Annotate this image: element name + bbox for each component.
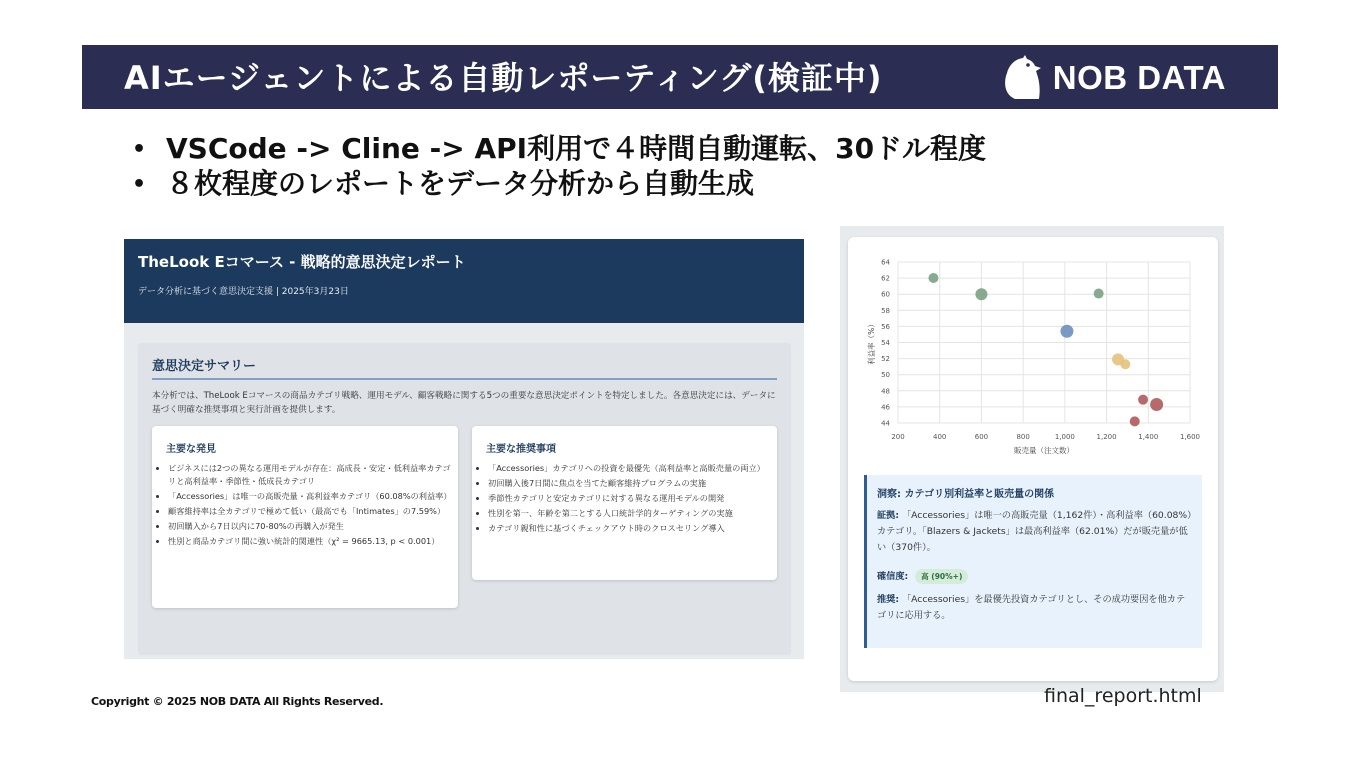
list-item: • 初回購入後7日間に焦点を当てた顧客維持プログラムの実施 — [488, 477, 773, 490]
y-tick-label: 44 — [881, 419, 890, 428]
findings-list — [158, 462, 454, 550]
findings-card — [152, 426, 458, 608]
slide-title: AIエージェントによる自動レポーティング(検証中) — [124, 59, 883, 97]
summary-title: 意思決定サマリー — [152, 359, 257, 374]
filename-caption: final_report.html — [1044, 685, 1202, 707]
list-item: • 季節性カテゴリと安定カテゴリに対する異なる運用モデルの開発 — [488, 492, 773, 505]
list-item: • ビジネスには2つの異なる運用モデルが存在：高成長・安定・低利益率カテゴリと高利益率・季節性・低成長カテゴリ — [168, 462, 454, 489]
report-screenshot — [124, 239, 804, 659]
x-tick-label: 1,400 — [1138, 433, 1159, 441]
summary-divider — [152, 378, 777, 380]
nob-data-logo — [1001, 55, 1226, 101]
list-item: • 性別と商品カテゴリ間に強い統計的関連性（χ² = 9665.13, p < 0.001） — [168, 535, 454, 548]
scatter-point — [1138, 395, 1148, 405]
insight-title: 洞察: カテゴリ別利益率と販売量の関係 — [877, 489, 1055, 500]
scatter-point — [1060, 325, 1073, 338]
x-axis-label: 販売量（注文数） — [1014, 446, 1074, 455]
y-tick-label: 62 — [881, 274, 890, 283]
findings-title: 主要な発見 — [166, 444, 216, 455]
y-tick-label: 58 — [881, 306, 890, 315]
x-tick-label: 800 — [1016, 433, 1030, 441]
scatter-point — [975, 288, 987, 300]
scatter-point — [1150, 398, 1163, 411]
decision-summary — [138, 343, 791, 655]
list-item: • 初回購入から7日以内に70-80%の再購入が発生 — [168, 520, 454, 533]
y-tick-label: 48 — [881, 387, 890, 396]
summary-text: 本分析では、TheLook Eコマースの商品カテゴリ戦略、運用モデル、顧客戦略に関する5つの重要な意思決定ポイントを特定しました。各意思決定には、データに基づく明確な推奨事項と実行計画を提供します。 — [152, 391, 776, 415]
evidence-paragraph — [877, 508, 1192, 556]
list-item: • 顧客維持率は全カテゴリで極めて低い（最高でも「Intimates」の7.59%） — [168, 505, 454, 518]
scatter-point — [1120, 359, 1130, 369]
x-tick-label: 400 — [933, 433, 947, 441]
y-axis-label: 利益率（%） — [867, 320, 876, 365]
y-tick-label: 50 — [881, 371, 890, 380]
report-subtitle: データ分析に基づく意思決定支援 | 2025年3月23日 — [138, 287, 349, 297]
list-item: • 性別を第一、年齢を第二とする人口統計学的ターゲティングの実施 — [488, 507, 773, 520]
y-tick-label: 60 — [881, 290, 890, 299]
list-item: • 「Accessories」は唯一の高販売量・高利益率カテゴリ（60.08%の利益率） — [168, 490, 454, 503]
scatter-point — [928, 273, 938, 283]
confidence-badge: 高 (90%+) — [915, 569, 968, 584]
bullet-list — [132, 132, 986, 202]
y-tick-label: 46 — [881, 403, 890, 412]
list-item: • カテゴリ親和性に基づくチェックアウト時のクロスセリング導入 — [488, 522, 773, 535]
scatter-chart — [848, 237, 1218, 467]
x-tick-label: 200 — [891, 433, 905, 441]
bullet-text: VSCode -> Cline -> API利用で４時間自動運転、30ドル程度 — [166, 132, 987, 165]
bullet-item: • ８枚程度のレポートをデータ分析から自動生成 — [132, 167, 755, 200]
y-tick-label: 52 — [881, 355, 890, 364]
confidence-label: 確信度: — [877, 571, 909, 582]
recommendation-text: 「Accessories」を最優先投資カテゴリとし、その成功要因を他カテゴリに応用する。 — [877, 594, 1186, 621]
y-tick-label: 56 — [881, 322, 890, 331]
scatter-point — [1094, 289, 1104, 299]
x-tick-label: 600 — [974, 433, 989, 441]
bird-logo-icon — [1001, 55, 1045, 101]
recommendations-card — [472, 426, 777, 580]
evidence-label: 証拠: — [877, 510, 900, 521]
list-item: • 「Accessories」カテゴリへの投資を最優先（高利益率と高販売量の両立） — [488, 462, 773, 475]
copyright: Copyright © 2025 NOB DATA All Rights Reserved. — [91, 695, 384, 708]
recommendations-list — [478, 462, 773, 537]
chart-screenshot — [840, 226, 1224, 692]
x-tick-label: 1,600 — [1179, 433, 1201, 441]
x-tick-label: 1,000 — [1054, 433, 1075, 441]
x-tick-label: 1,200 — [1096, 433, 1117, 441]
insight-box — [864, 475, 1202, 648]
bullet-item: • VSCode -> Cline -> API利用で４時間自動運転、30ドル程度 — [132, 132, 987, 165]
report-title: TheLook Eコマース - 戦略的意思決定レポート — [138, 253, 466, 271]
logo-text: NOB DATA — [1052, 59, 1226, 96]
chart-card — [848, 237, 1218, 681]
recommendations-title: 主要な推奨事項 — [486, 444, 556, 455]
confidence-row — [877, 568, 1192, 584]
bullet-text: ８枚程度のレポートをデータ分析から自動生成 — [166, 167, 755, 200]
report-header — [124, 239, 804, 323]
scatter-point — [1130, 416, 1140, 426]
evidence-text: 「Accessories」は唯一の高販売量（1,162件）・高利益率（60.08%）カテゴリ。「Blazers & Jackets」は最高利益率（62.01%）だが販売量が低い（370件）。 — [877, 510, 1192, 553]
title-bar — [82, 45, 1278, 109]
recommendation-label: 推奨: — [877, 594, 900, 605]
y-tick-label: 64 — [881, 258, 890, 267]
y-tick-label: 54 — [881, 339, 890, 347]
recommendation-paragraph — [877, 592, 1192, 624]
